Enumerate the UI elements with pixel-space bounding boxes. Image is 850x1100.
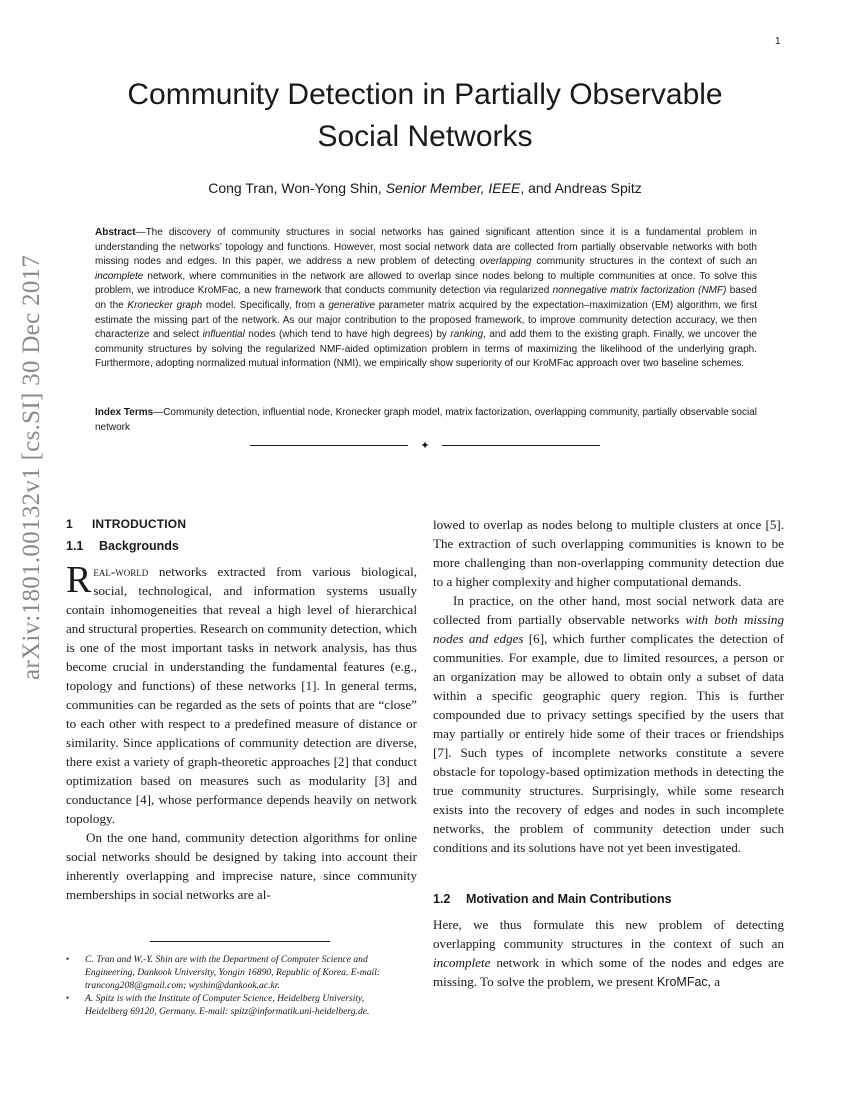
paragraph-intro	[66, 559, 417, 828]
small-caps-lead: eal-world	[93, 564, 149, 579]
abstract-text: community structures in the context of such an	[531, 256, 758, 268]
abstract-text: network, where communities in the network are allowed to overlap since nodes belong to multiple communities at once. To solve this problem, we introduce KroMFac, a new framework that conducts community detection via regularized	[95, 270, 757, 297]
author-names-rest: , and Andreas Spitz	[520, 180, 642, 196]
page-number: 1	[775, 36, 781, 47]
right-column	[433, 514, 784, 992]
footnote-text: A. Spitz is with the Institute of Computer Science, Heidelberg University, Heidelberg 69120, Germany. E-mail: spitz@informatik.uni-heidelberg.de.	[85, 993, 370, 1017]
footnote-item	[66, 953, 396, 992]
abstract-text: parameter matrix acquired by the expectation–maximization (EM) algorithm, we first estimate the missing part of the network. As our major contribution to the proposed framework, to improve community detection accuracy, we then characterize and select	[95, 299, 757, 341]
paragraph-text: Here, we thus formulate this new problem of detecting overlapping community structures in the context of such an	[433, 917, 784, 951]
footnotes	[66, 953, 396, 1018]
abstract-emphasis: overlapping	[479, 256, 532, 268]
subsection-title: Backgrounds	[99, 539, 179, 553]
drop-cap: R	[66, 559, 92, 601]
abstract-emphasis: nonnegative matrix factorization (NMF)	[552, 285, 727, 297]
subsection-heading-motivation	[433, 889, 784, 911]
paragraph-text: , a	[707, 974, 721, 989]
index-terms-label: Index Terms	[95, 407, 154, 418]
abstract-emphasis: incomplete	[95, 270, 144, 282]
paragraph-emphasis: with both missing nodes and edges	[433, 612, 784, 646]
subsection-number: 1.1	[66, 539, 84, 553]
section-heading-introduction	[66, 514, 417, 536]
paragraph-continuation: lowed to overlap as nodes belong to multiple clusters at once [5]. The extraction of such overlapping communities is known to be more challenging than non-overlapping community detection due to a higher complexity and higher computational demands.	[433, 517, 784, 589]
index-terms	[95, 406, 757, 435]
paragraph-emphasis: incomplete	[433, 955, 491, 970]
framework-name: KroMFac	[656, 975, 708, 989]
abstract-text: —The discovery of community structures in social networks has gained significant attention since it is a fundamental problem in understanding the networks’ topology and functions. However, most social network data are collected from partially observable networks with both missing nodes and edges. In this paper, we address a new problem of detecting	[95, 227, 757, 268]
subsection-heading-backgrounds	[66, 536, 417, 558]
section-divider	[250, 438, 600, 454]
abstract-label: Abstract	[95, 227, 136, 238]
paper-title-line1: Community Detection in Partially Observable	[127, 78, 723, 111]
arxiv-identifier: arXiv:1801.00132v1 [cs.SI] 30 Dec 2017	[18, 254, 45, 680]
section-number: 1	[66, 517, 73, 531]
abstract-text: nodes (which tend to have high degrees) by	[244, 329, 451, 341]
paragraph-motivation	[433, 915, 784, 992]
author-role: Senior Member, IEEE	[385, 180, 521, 196]
index-terms-text: —Community detection, influential node, Kronecker graph model, matrix factorization, overlapping community, partially observable social network	[95, 407, 758, 433]
divider-ornament-icon: ✦	[420, 440, 430, 452]
divider-line-right	[442, 445, 600, 446]
divider-line-left	[250, 445, 408, 446]
abstract-text: , and add them to the existing graph. Finally, we uncover the community structures by solving the regularized NMF-aided optimization problem in terms of maximizing the likelihood of the underlying graph. Furthermore, adopting normalized mutual information (NMI), we empirically show superiority of our KroMFac approach over two baseline schemes.	[95, 329, 757, 370]
footnote-rule	[150, 941, 330, 942]
footnote-text: C. Tran and W.-Y. Shin are with the Department of Computer Science and Engineering, Dankook University, Yongin 16890, Republic of Korea. E-mail: trancong208@gmail.com; wyshin@dankook.ac.kr.	[85, 954, 381, 991]
left-column	[66, 514, 417, 904]
subsection-number: 1.2	[433, 892, 451, 906]
paragraph-text: [6], which further complicates the detection of communities. For example, due to limited resources, a person or an organization may be allowed to obtain only a subset of data within a specific geographic query region. This is further compounded due to privacy settings specified by the users that may partially or entirely hide some of their traces or friendships [7]. Such types of incomplete networks constitute a severe obstacle for topology-based optimization methods in detecting the true community structures. Surprisingly, while some research exists into the recovery of edges and nodes in such incomplete networks, the problem of community detection under such conditions and its solutions have not yet been investigated.	[433, 631, 784, 855]
section-title-initial: I	[92, 517, 96, 531]
paragraph-text: network in which some of the nodes and edges are missing. To solve the problem, we present	[433, 955, 784, 989]
section-title-rest: NTRODUCTION	[95, 517, 187, 531]
abstract	[95, 226, 757, 372]
author-names: Cong Tran, Won-Yong Shin,	[208, 180, 386, 196]
abstract-emphasis: influential	[202, 329, 245, 341]
footnote-item	[66, 992, 396, 1018]
paragraph-one-hand: On the one hand, community detection algorithms for online social networks should be designed by taking into account their inherently overlapping and imprecise nature, since community memberships in social networks are al-	[66, 830, 417, 902]
abstract-text: model. Specifically, from a	[202, 299, 329, 311]
abstract-text: based on the	[95, 285, 757, 311]
abstract-emphasis: Kronecker graph	[127, 299, 203, 311]
paragraph-text: In practice, on the other hand, most social network data are collected from partially observable networks	[433, 593, 784, 627]
footnote-bullet-icon: •	[66, 993, 70, 1003]
paragraph-in-practice	[433, 591, 784, 857]
author-list	[60, 180, 790, 196]
paragraph-text: networks extracted from various biological, social, technological, and information systems usually contain inhomogeneities that reveal a high level of hierarchical and structural properties. Research on community detection, which is one of the most important tasks in network analysis, has thus become crucial in understanding the fundamental features (e.g., topology and functions) of these networks [1]. In general terms, communities can be regarded as the sets of points that are “close” to each other with respect to a predefined measure of distance or similarity. Since applications of community detection are diverse, there exist a variety of graph-theoretic approaches [2] that conduct optimization based on measures such as modularity [3] and conductance [4], whose performance depends heavily on network topology.	[66, 564, 417, 826]
footnote-bullet-icon: •	[66, 954, 70, 964]
abstract-emphasis: generative	[328, 299, 376, 311]
paper-title	[60, 74, 790, 158]
abstract-emphasis: ranking	[450, 329, 484, 341]
subsection-title: Motivation and Main Contributions	[466, 892, 672, 906]
paper-title-line2: Social Networks	[317, 120, 533, 153]
